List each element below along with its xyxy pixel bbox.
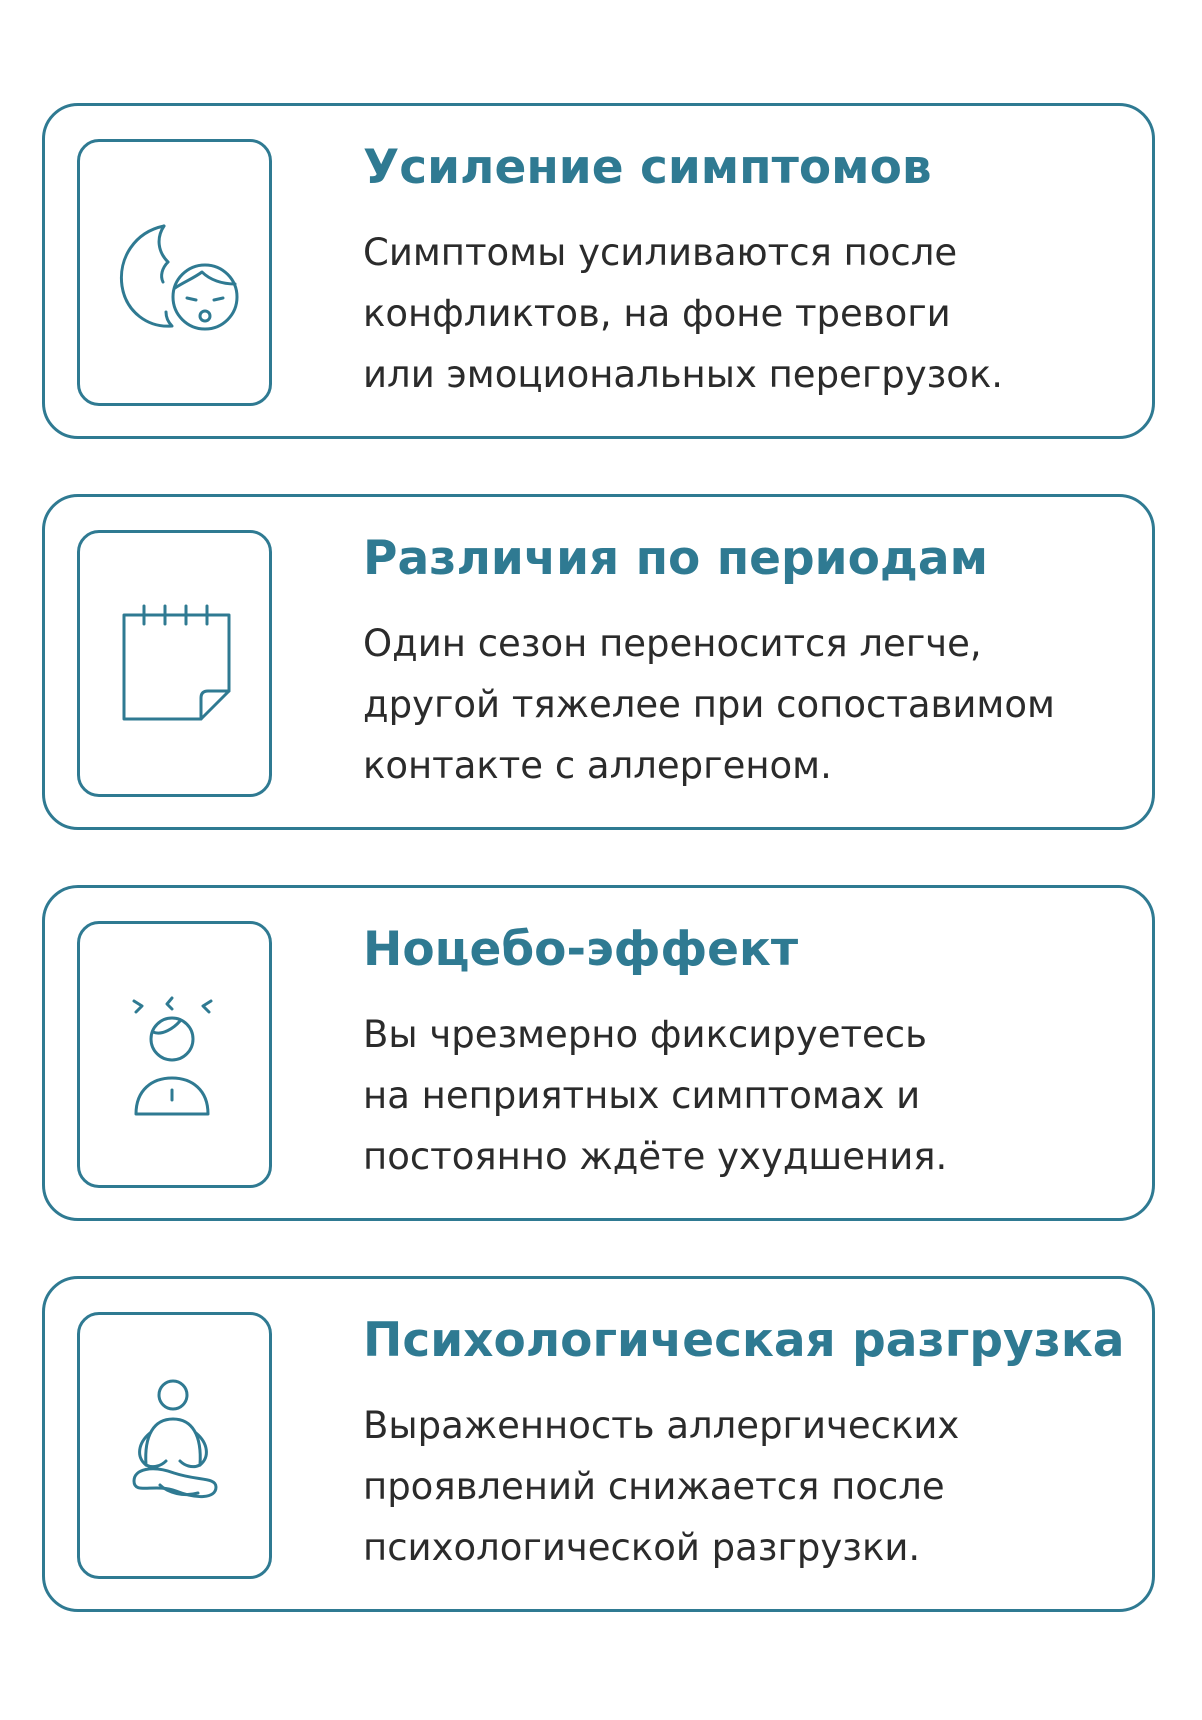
icon-frame (77, 921, 272, 1188)
card-title: Психологическая разгрузка (363, 1313, 1125, 1368)
icon-frame (77, 1312, 272, 1579)
card-period-differences (42, 494, 1155, 830)
card-description-line: Вы чрезмерно фиксируетесь (363, 1013, 927, 1056)
card-description-line: Выраженность аллергических (363, 1404, 960, 1447)
card-description-line: постоянно ждёте ухудшения. (363, 1135, 948, 1178)
card-description-line: на неприятных симптомах и (363, 1074, 921, 1117)
icon-frame (77, 139, 272, 406)
card-description (363, 613, 1123, 796)
card-description (363, 222, 1123, 405)
card-title: Усиление симптомов (363, 140, 932, 195)
card-description-line: психологической разгрузки. (363, 1526, 921, 1569)
calendar-icon (80, 533, 269, 794)
card-description-line: Один сезон переносится легче, (363, 622, 982, 665)
card-title: Различия по периодам (363, 531, 988, 586)
card-symptom-increase (42, 103, 1155, 439)
meditating-person-icon (80, 1315, 269, 1576)
card-description (363, 1004, 1123, 1187)
card-nocebo-effect (42, 885, 1155, 1221)
card-description-line: проявлений снижается после (363, 1465, 945, 1508)
night-sleep-face-icon (80, 142, 269, 403)
icon-frame (77, 530, 272, 797)
card-description-line: конфликтов, на фоне тревоги (363, 292, 951, 335)
card-title: Ноцебо-эффект (363, 922, 799, 977)
card-description-line: Симптомы усиливаются после (363, 231, 958, 274)
card-description-line: контакте с аллергеном. (363, 744, 832, 787)
card-description-line: или эмоциональных перегрузок. (363, 353, 1004, 396)
card-description (363, 1395, 1123, 1578)
card-psychological-relief (42, 1276, 1155, 1612)
stressed-person-icon (80, 924, 269, 1185)
card-description-line: другой тяжелее при сопоставимом (363, 683, 1055, 726)
